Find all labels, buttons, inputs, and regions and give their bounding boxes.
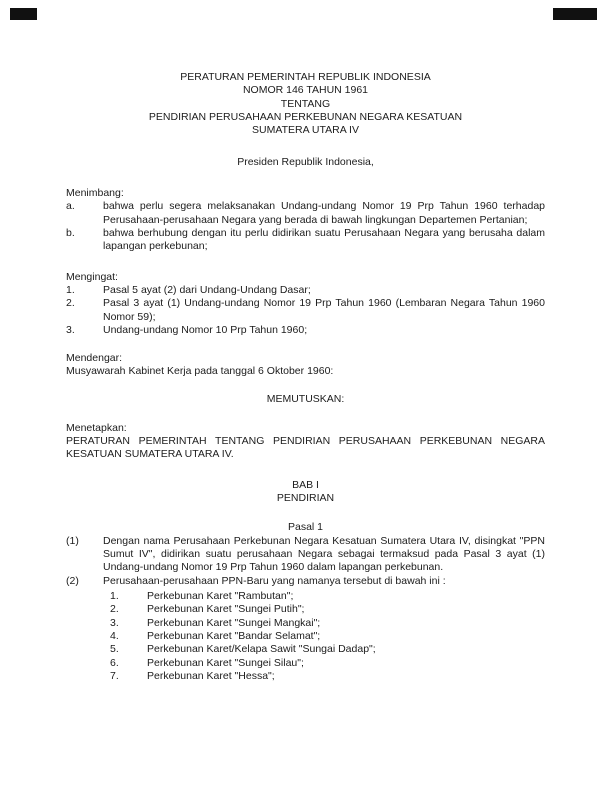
document-content <box>66 0 545 683</box>
legal-basis-item-1-number: 1. <box>66 284 75 297</box>
legal-basis-item-2-text: Pasal 3 ayat (1) Undang-undang Nomor 19 Prp Tahun 1960 (Lembaran Negara Tahun 1960 Nomor 59); <box>103 297 545 323</box>
menetapkan-label: Menetapkan: <box>66 421 127 434</box>
plantation-list <box>66 590 545 683</box>
plantation-list-item-7 <box>110 670 545 683</box>
chapter-title: PENDIRIAN <box>276 491 335 504</box>
plantation-list-item-3-number: 3. <box>110 616 119 629</box>
title-line-5: SUMATERA UTARA IV <box>252 124 359 137</box>
article-clause-2 <box>66 575 545 588</box>
plantation-list-item-1 <box>110 590 545 603</box>
consideration-item-a <box>66 200 545 227</box>
menimbang-label: Menimbang: <box>66 187 124 200</box>
plantation-list-item-6-text: Perkebunan Karet "Sungei Silau"; <box>147 656 304 669</box>
title-line-4: PENDIRIAN PERUSAHAAN PERKEBUNAN NEGARA KESATUAN <box>148 111 463 124</box>
consideration-item-b-text: bahwa berhubung dengan itu perlu didirikan suatu Perusahaan Negara yang berusaha dalam lapangan perkebunan; <box>103 227 545 253</box>
plantation-list-item-4-text: Perkebunan Karet "Bandar Selamat"; <box>147 630 321 642</box>
plantation-list-item-6-number: 6. <box>110 656 119 669</box>
document-title-block <box>66 71 545 138</box>
plantation-list-item-5-number: 5. <box>110 643 119 656</box>
article-clause-1-number: (1) <box>66 534 79 547</box>
title-line-1: PERATURAN PEMERINTAH REPUBLIK INDONESIA <box>180 71 431 83</box>
plantation-list-item-5 <box>110 643 545 656</box>
article-heading: Pasal 1 <box>287 521 324 534</box>
legal-basis-item-1 <box>66 284 545 297</box>
plantation-list-item-5-text: Perkebunan Karet/Kelapa Sawit "Sungai Dadap"; <box>147 643 376 656</box>
scan-artifact-mark-right <box>553 8 597 20</box>
chapter-block <box>66 479 545 506</box>
consideration-item-a-number: a. <box>66 200 75 213</box>
legal-basis-item-3 <box>66 324 545 337</box>
plantation-list-item-2-text: Perkebunan Karet "Sungei Putih"; <box>147 603 305 616</box>
plantation-list-item-4-number: 4. <box>110 630 119 642</box>
article-clause-2-number: (2) <box>66 574 79 587</box>
chapter-number: BAB I <box>292 478 319 491</box>
legal-basis-item-3-text: Undang-undang Nomor 10 Prp Tahun 1960; <box>103 324 308 337</box>
plantation-list-item-7-number: 7. <box>110 670 119 683</box>
legal-basis-item-1-text: Pasal 5 ayat (2) dari Undang-Undang Dasar; <box>103 284 311 297</box>
menetapkan-text: PERATURAN PEMERINTAH TENTANG PENDIRIAN PERUSAHAAN PERKEBUNAN NEGARA KESATUAN SUMATERA UTARA IV. <box>66 434 545 461</box>
title-line-2: NOMOR 146 TAHUN 1961 <box>242 84 369 97</box>
consideration-item-b-number: b. <box>66 227 75 240</box>
plantation-list-item-3 <box>110 617 545 630</box>
plantation-list-item-4 <box>110 630 545 643</box>
plantation-list-item-2 <box>110 603 545 616</box>
plantation-list-item-6 <box>110 657 545 670</box>
memutuskan-heading: MEMUTUSKAN: <box>266 393 345 406</box>
consideration-item-a-text: bahwa perlu segera melaksanakan Undang-undang Nomor 19 Prp Tahun 1960 terhadap Perusahaan-perusahaan Negara yang berada di bawah lingkungan Departemen Pertanian; <box>103 200 545 226</box>
plantation-list-item-2-number: 2. <box>110 603 119 616</box>
title-line-3: TENTANG <box>280 97 331 110</box>
plantation-list-item-3-text: Perkebunan Karet "Sungei Mangkai"; <box>147 616 321 629</box>
mengingat-label: Mengingat: <box>66 270 118 283</box>
article-clause-1 <box>66 535 545 575</box>
salutation: Presiden Republik Indonesia, <box>237 155 374 168</box>
plantation-list-item-1-text: Perkebunan Karet "Rambutan"; <box>147 589 294 602</box>
consideration-item-b <box>66 227 545 254</box>
article-clause-2-text: Perusahaan-perusahaan PPN-Baru yang namanya tersebut di bawah ini : <box>103 574 446 587</box>
mendengar-text: Musyawarah Kabinet Kerja pada tanggal 6 Oktober 1960: <box>66 364 334 377</box>
legal-basis-item-2 <box>66 297 545 324</box>
article-clause-1-text: Dengan nama Perusahaan Perkebunan Negara Kesatuan Sumatera Utara IV, disingkat "PPN Sumut IV", didirikan suatu perusahaan Negara sebagai termaksud pada Pasal 3 ayat (1) Undang-undang Nomor 19 Prp Tahun 1960 dalam lapangan perkebunan. <box>103 534 545 574</box>
plantation-list-item-7-text: Perkebunan Karet "Hessa"; <box>147 670 275 683</box>
legal-basis-item-3-number: 3. <box>66 324 75 337</box>
mendengar-label: Mendengar: <box>66 351 123 364</box>
legal-basis-item-2-number: 2. <box>66 297 75 310</box>
plantation-list-item-1-number: 1. <box>110 589 119 602</box>
scan-artifact-mark-left <box>10 8 37 20</box>
